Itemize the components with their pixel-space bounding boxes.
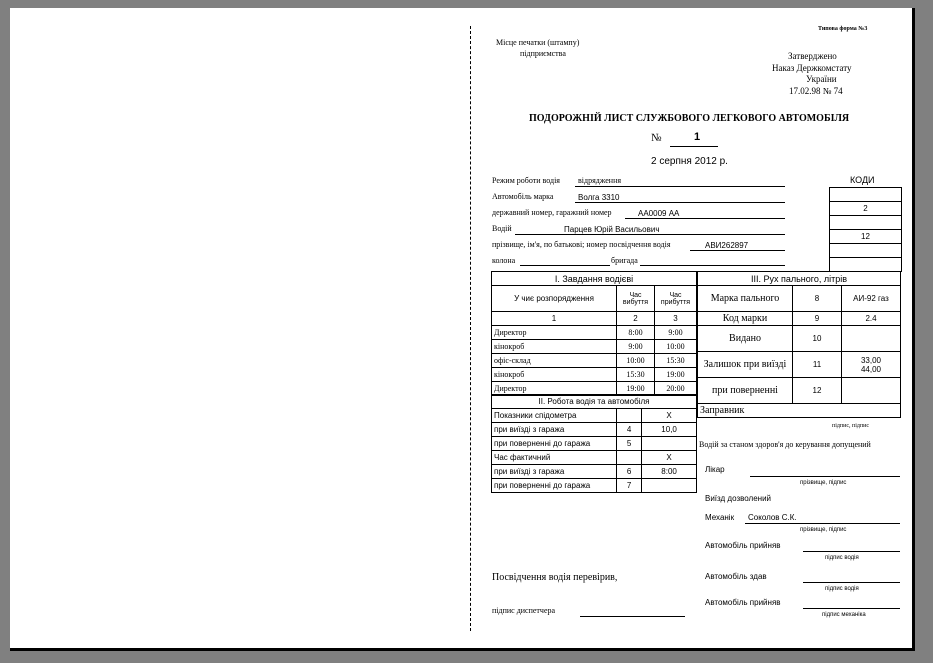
car-accepted-2: Автомобіль прийняв [705,598,781,607]
approved-4: 17.02.98 № 74 [789,86,843,96]
fuel-grade-label: Код марки [698,312,793,326]
time-code: 7 [617,479,642,493]
fuel-return-label: при поверненні [698,378,793,404]
task-arr: 10:00 [655,340,697,354]
mechanic-sign-note: підпис механіка [822,612,866,618]
work-title: II. Робота водія та автомобіля [492,395,697,409]
code-cell [830,258,902,272]
code-cell: 2 [830,202,902,216]
col-number: 1 [492,312,617,326]
fuel-brand-value: АИ-92 газ [842,286,901,312]
car-value: Волга 3310 [578,193,620,202]
time-label: Час фактичний [492,451,617,465]
code-cell [830,244,902,258]
code-cell [830,216,902,230]
approved-2: Наказ Держкомстату [772,63,852,73]
refueler-note: підпис, підпис [832,423,870,429]
form-type: Типова форма №3 [818,26,868,32]
x-mark: X [642,409,697,423]
driver-label: Водій [492,224,512,233]
time-value [642,479,697,493]
codes-title: КОДИ [850,175,875,185]
task-dep: 9:00 [617,340,655,354]
car-accepted: Автомобіль прийняв [705,541,781,550]
task-dep: 10:00 [617,354,655,368]
fuel-title: III. Рух пального, літрів [698,272,901,286]
plate-label: державний номер, гаражний номер [492,208,612,217]
odo-value: 10,0 [642,423,697,437]
odo-code: 4 [617,423,642,437]
document-title: ПОДОРОЖНІЙ ЛИСТ СЛУЖБОВОГО ЛЕГКОВОГО АВТОМОБІЛЯ [529,113,850,124]
time-row-label: при виїзді з гаража [492,465,617,479]
time-code: 6 [617,465,642,479]
task-dep: 19:00 [617,382,655,396]
driver-details-label: прізвище, ім'я, по батькові; номер посвідчення водія [492,240,671,249]
doctor-note: прізвище, підпис [800,480,847,486]
stamp-place-2: підприємства [520,49,566,58]
document-page [10,8,915,651]
code-cell: 12 [830,230,902,244]
dispatcher-sign: підпис диспетчера [492,606,556,615]
fuel-brand-code: 8 [793,286,842,312]
odo-row-label: при поверненні до гаража [492,437,617,451]
codes-table [829,187,902,272]
odo-value [642,437,697,451]
plate-value: АА0009 АА [638,209,680,218]
approved-3: України [806,74,837,84]
brigade-label: бригада [611,256,638,265]
odo-row-label: при виїзді з гаража [492,423,617,437]
license-checked: Посвідчення водія перевірив, [492,572,618,583]
approved-1: Затверджено [788,51,837,61]
exit-allowed: Виїзд дозволений [705,494,772,503]
work-table [491,394,697,493]
driver-sign-note-2: підпис водія [825,586,859,592]
fuel-remain-value: 44,00 [860,364,882,374]
col-number: 3 [655,312,697,326]
document-date: 2 серпня 2012 р. [651,156,728,167]
task-arr: 19:00 [655,368,697,382]
task-table [491,271,697,396]
mode-value: відрядження [578,176,622,185]
task-who: Директор [492,382,617,396]
time-row-label: при поверненні до гаража [492,479,617,493]
code-cell [830,188,902,202]
fuel-return-code: 12 [793,378,842,404]
driver-value: Парцев Юрій Васильович [564,225,660,234]
fuel-remain-label: Залишок при виїзді [698,352,793,378]
car-handed: Автомобіль здав [705,572,767,581]
stamp-place: Місце печатки (штампу) [496,38,580,47]
task-dep: 15:30 [617,368,655,382]
mode-label: Режим роботи водія [492,176,560,185]
task-col-order: У чиє розпорядження [492,286,617,312]
column-label: колона [492,256,516,265]
doctor-label: Лікар [705,465,725,474]
task-who: офіс-склад [492,354,617,368]
driver-sign-note: підпис водія [825,555,859,561]
odo-label: Показники спідометра [492,409,617,423]
fuel-issued-code: 10 [793,326,842,352]
fuel-grade-value: 2.4 [842,312,901,326]
mechanic-note: прізвище, підпис [800,527,847,533]
car-label: Автомобіль марка [492,192,554,201]
fuel-issued-label: Видано [698,326,793,352]
driver-details-value: АВИ262897 [705,241,749,250]
number-label: № [651,132,662,144]
col-number: 2 [617,312,655,326]
x-mark: X [642,451,697,465]
fuel-brand-label: Марка пального [698,286,793,312]
mechanic-label: Механік [705,513,735,522]
task-col-departure: Час вибуття [617,286,655,312]
task-who: Директор [492,326,617,340]
mechanic-value: Соколов С.К. [748,513,797,522]
task-arr: 20:00 [655,382,697,396]
number-value: 1 [694,131,701,143]
task-who: кінокроб [492,368,617,382]
task-col-arrival: Час прибуття [655,286,697,312]
fuel-remain-value: 33,00 [860,355,882,365]
fuel-grade-code: 9 [793,312,842,326]
health-text: Водій за станом здоров'я до керування допущений [699,440,871,449]
task-dep: 8:00 [617,326,655,340]
task-title: I. Завдання водієві [492,272,697,286]
odo-code: 5 [617,437,642,451]
time-value: 8:00 [642,465,697,479]
task-who: кінокроб [492,340,617,354]
task-arr: 9:00 [655,326,697,340]
fuel-remain-code: 11 [793,352,842,378]
cut-line [470,26,471,631]
task-arr: 15:30 [655,354,697,368]
fuel-table [697,271,901,418]
refueler-label: Заправник [698,404,901,418]
